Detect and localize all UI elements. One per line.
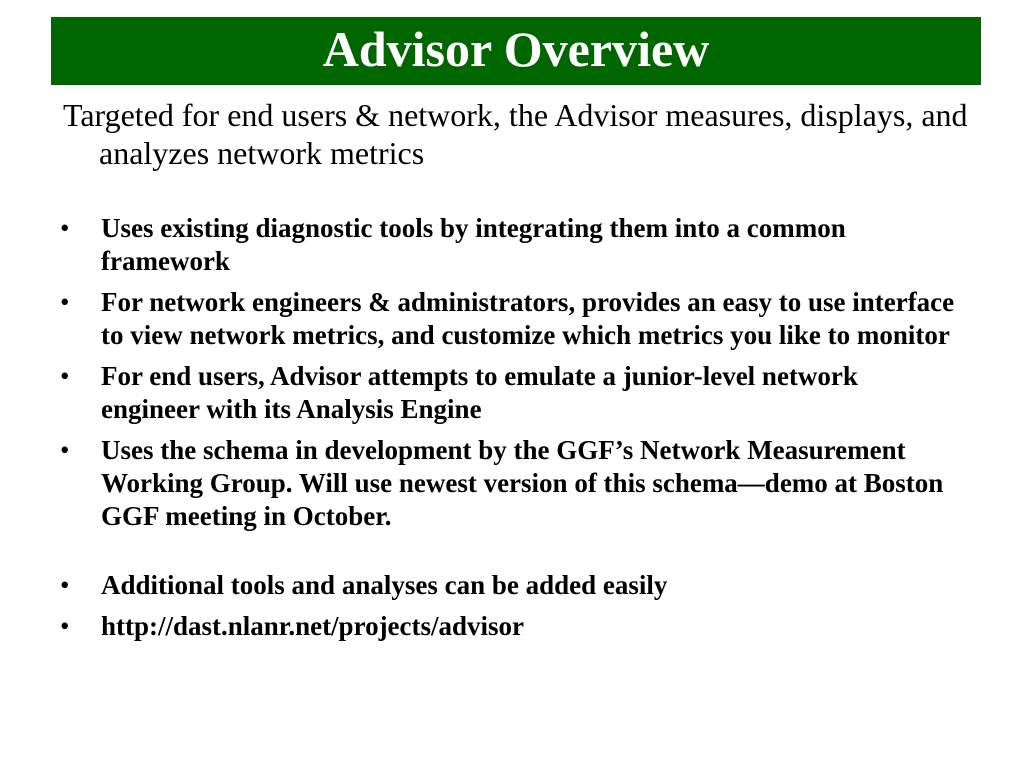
- title-bar: [51, 17, 981, 85]
- bullet-link-text: http://dast.nlanr.net/projects/advisor: [101, 611, 525, 641]
- bullet-dot: •: [60, 435, 70, 465]
- slide-title: Advisor Overview: [322, 21, 710, 77]
- bullet-text: Uses the schema in development by the GGF’s Network Measurement Working Group. Will use newest version of this schema—demo at Boston GGF meeting in October.: [101, 435, 944, 531]
- bullet-list: [60, 212, 960, 651]
- bullet-item: [60, 286, 960, 352]
- bullet-item: [60, 360, 960, 426]
- bullet-item: [60, 569, 960, 602]
- bullet-text: For network engineers & administrators, provides an easy to use interface to view network metrics, and customize which metrics you like to monitor: [101, 287, 955, 350]
- bullet-item: [60, 212, 960, 278]
- bullet-item: [60, 434, 960, 533]
- bullet-dot: •: [60, 287, 70, 317]
- bullet-dot: •: [60, 213, 70, 243]
- intro-paragraph: Targeted for end users & network, the Advisor measures, displays, and analyzes network metrics: [63, 97, 968, 171]
- bullet-dot: •: [60, 570, 70, 600]
- bullet-text: For end users, Advisor attempts to emulate a junior-level network engineer with its Analysis Engine: [101, 361, 858, 424]
- bullet-dot: •: [60, 611, 70, 641]
- bullet-text: Additional tools and analyses can be added easily: [101, 570, 668, 600]
- bullet-item: [60, 610, 960, 643]
- bullet-dot: •: [60, 361, 70, 391]
- bullet-text: Uses existing diagnostic tools by integrating them into a common framework: [101, 213, 846, 276]
